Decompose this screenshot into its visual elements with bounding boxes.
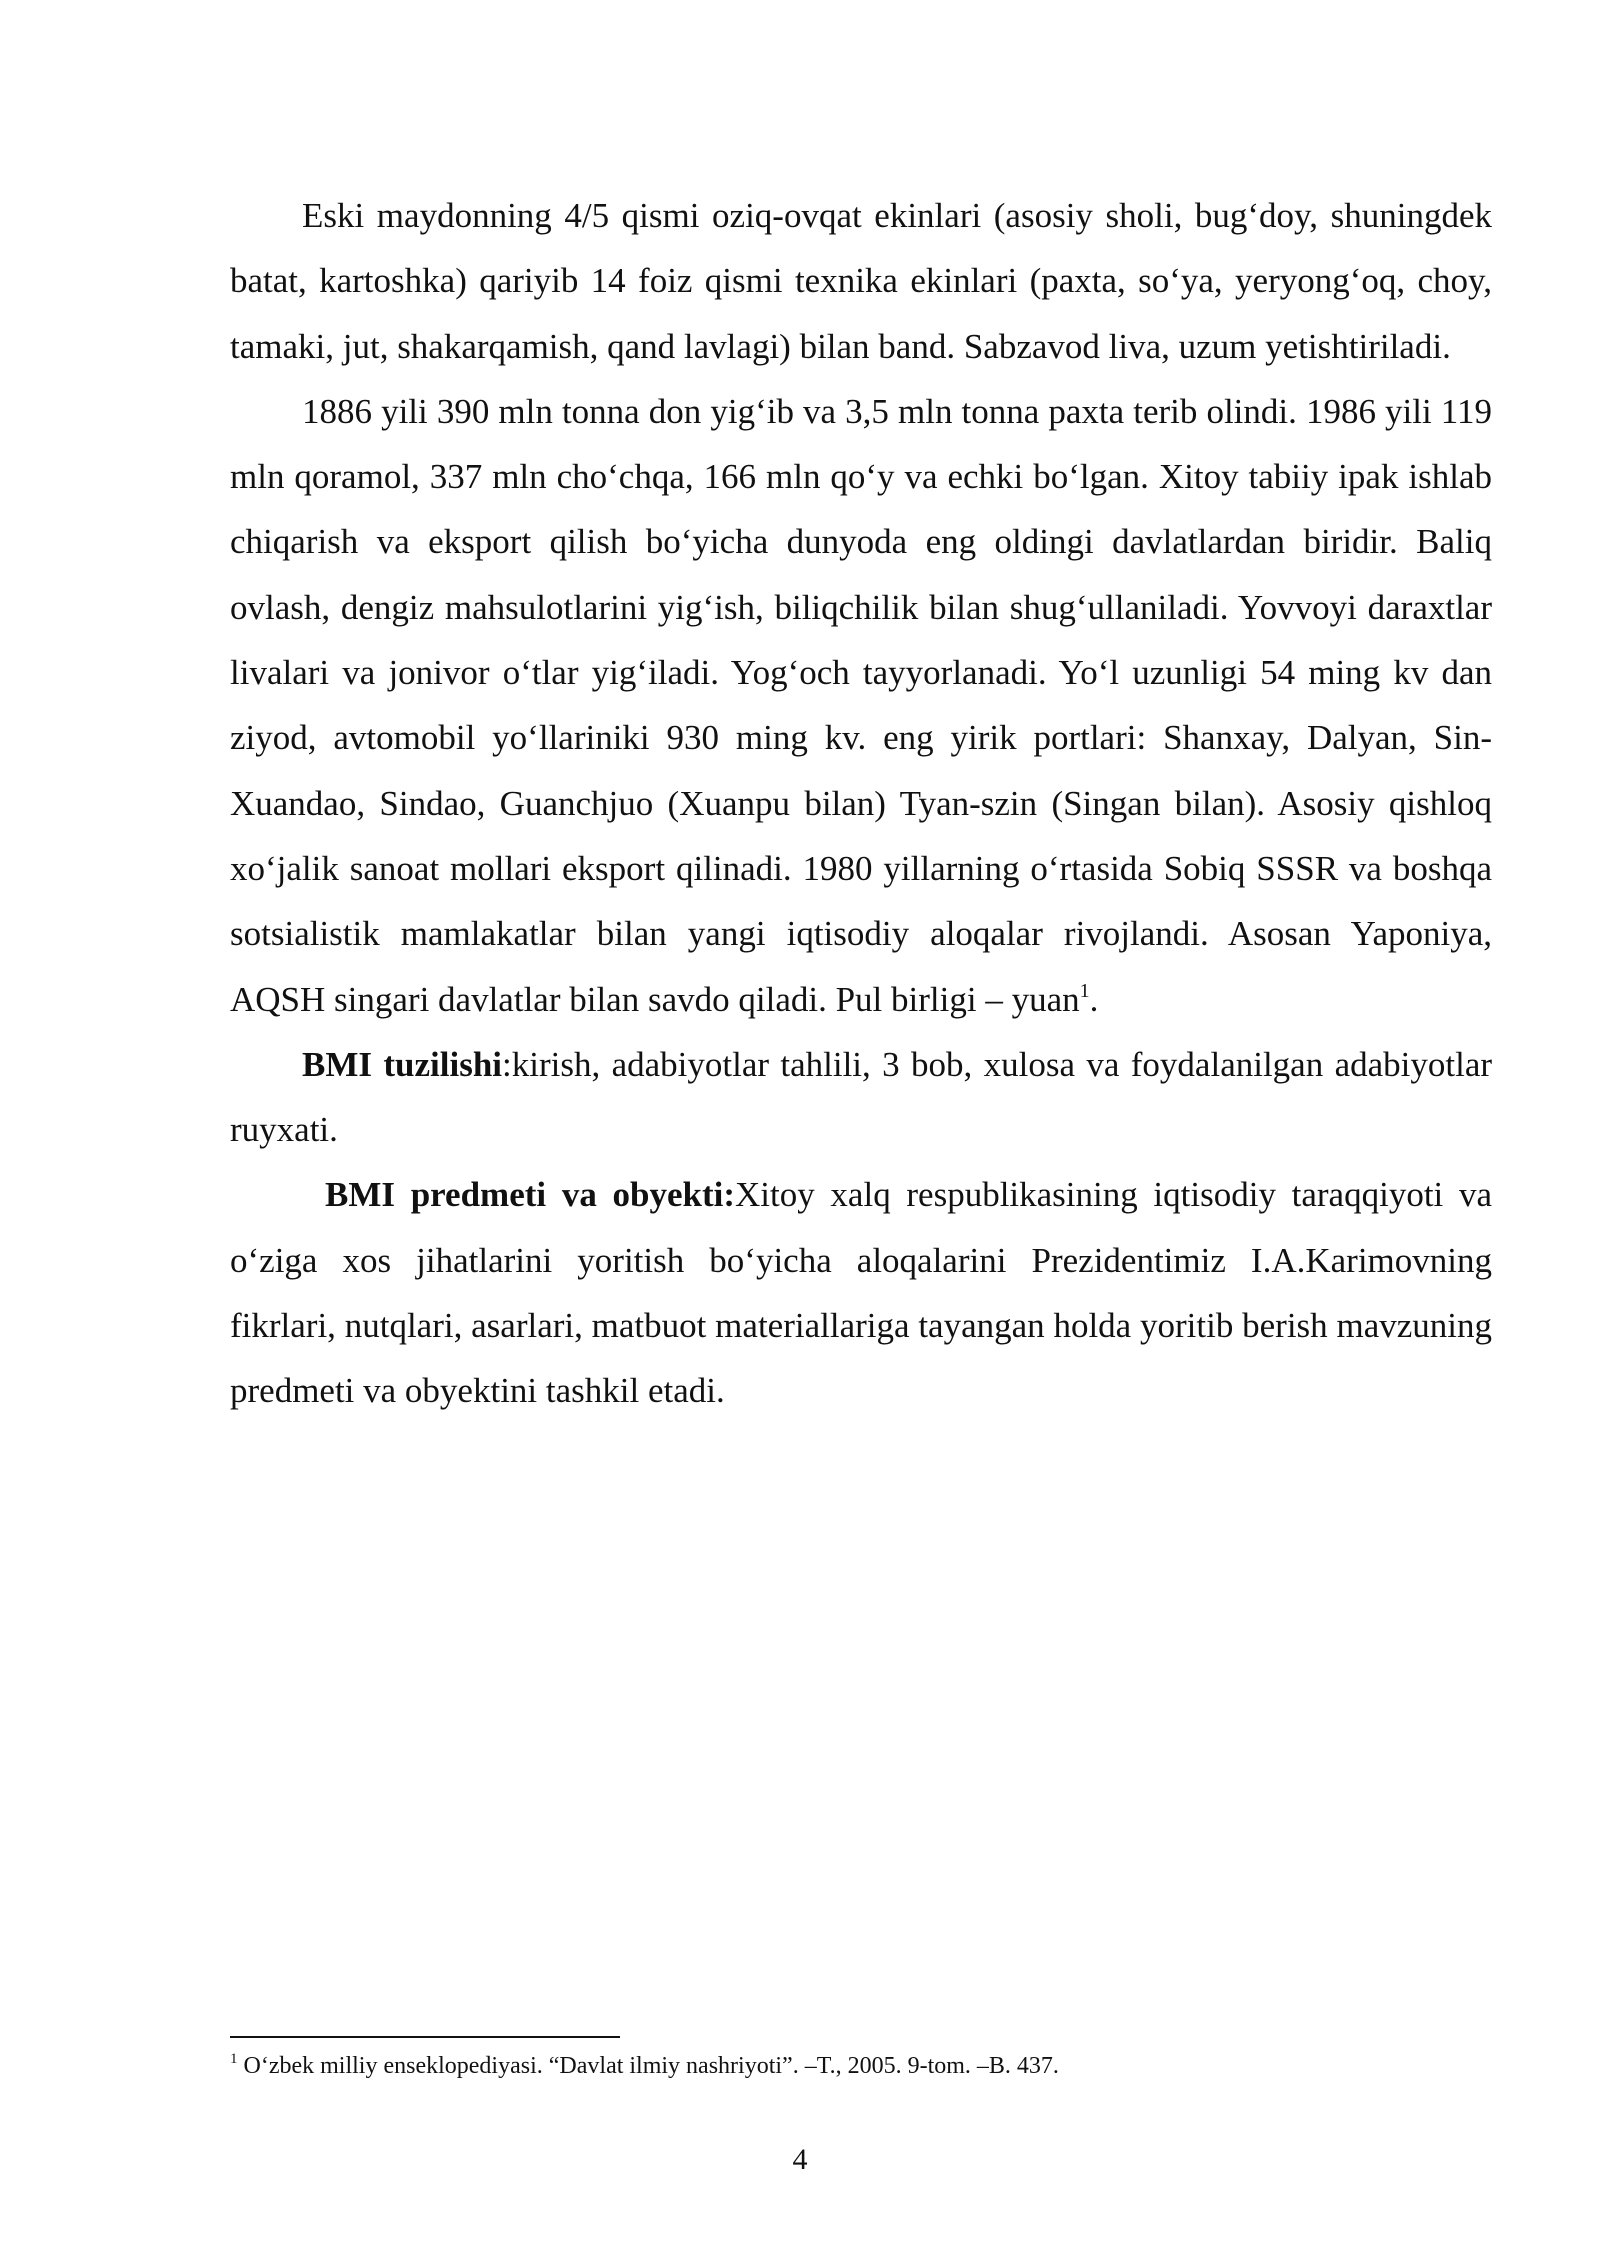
paragraph-bmi-structure <box>230 1032 1492 1163</box>
footnote <box>230 2050 1492 2082</box>
bmi-structure-label: BMI tuzilishi <box>302 1044 503 1084</box>
paragraph-bmi-subject <box>230 1162 1492 1423</box>
bmi-subject-label: BMI predmeti va obyekti: <box>325 1175 736 1215</box>
paragraph-agriculture-trade-text: 1886 yili 390 mln tonna don yig‘ib va 3,5 mln tonna paxta terib olindi. 1986 yili 119 mln qoramol, 337 mln cho‘chqa, 166 mln qo‘y va echki bo‘lgan. Xitoy tabiiy ipak ishlab chiqarish va eksport qilish bo‘yicha dunyoda eng oldingi davlatlardan biridir. Baliq ovlash, dengiz mahsulotlarini yig‘ish, biliqchilik bilan shug‘ullaniladi. Yovvoyi daraxtlar livalari va jonivor o‘tlar yig‘iladi. Yog‘och tayyorlanadi. Yo‘l uzunligi 54 ming kv dan ziyod, avtomobil yo‘llariniki 930 ming kv. eng yirik portlari: Shanxay, Dalyan, Sin-Xuandao, Sindao, Guanchjuo (Xuanpu bilan) Tyan-szin (Singan bilan). Asosiy qishloq xo‘jalik sanoat mollari eksport qilinadi. 1980 yillarning o‘rtasida Sobiq SSSR va boshqa sotsialistik mamlakatlar bilan yangi iqtisodiy aloqalar rivojlandi. Asosan Yaponiya, AQSH singari davlatlar bilan savdo qiladi. Pul birligi – yuan <box>230 391 1492 1019</box>
footnote-text: O‘zbek milliy enseklopediyasi. “Davlat ilmiy nashriyoti”. –T., 2005. 9-tom. –B. 437. <box>237 2053 1059 2079</box>
paragraph-crops <box>230 183 1492 379</box>
footnote-marker: 1 <box>230 2051 238 2067</box>
paragraph-agriculture-trade-end: . <box>1089 979 1099 1019</box>
body-text <box>230 183 1492 1424</box>
bmi-structure-text: :kirish, adabiyotlar tahlili, 3 bob, xulosa va foydalanilgan adabiyotlar ruyxati. <box>230 1044 1493 1150</box>
paragraph-agriculture-trade <box>230 379 1492 1032</box>
footnote-separator <box>230 2036 620 2038</box>
paragraph-crops-text: Eski maydonning 4/5 qismi oziq-ovqat ekinlari (asosiy sholi, bug‘doy, shuningdek batat, kartoshka) qariyib 14 foiz qismi texnika ekinlari (paxta, so‘ya, yeryong‘oq, choy, tamaki, jut, shakarqamish, qand lavlagi) bilan band. Sabzavod liva, uzum yetishtiriladi. <box>230 196 1492 366</box>
page-number: 4 <box>792 2143 808 2176</box>
bmi-subject-text: Xitoy xalq respublikasining iqtisodiy taraqqiyoti va o‘ziga xos jihatlarini yoritish bo‘yicha aloqalarini Prezidentimiz I.A.Karimovning fikrlari, nutqlari, asarlari, matbuot materiallariga tayangan holda yoritib berish mavzuning predmeti va obyektini tashkil etadi. <box>230 1175 1492 1411</box>
footnote-reference[interactable]: 1 <box>1079 979 1090 1002</box>
